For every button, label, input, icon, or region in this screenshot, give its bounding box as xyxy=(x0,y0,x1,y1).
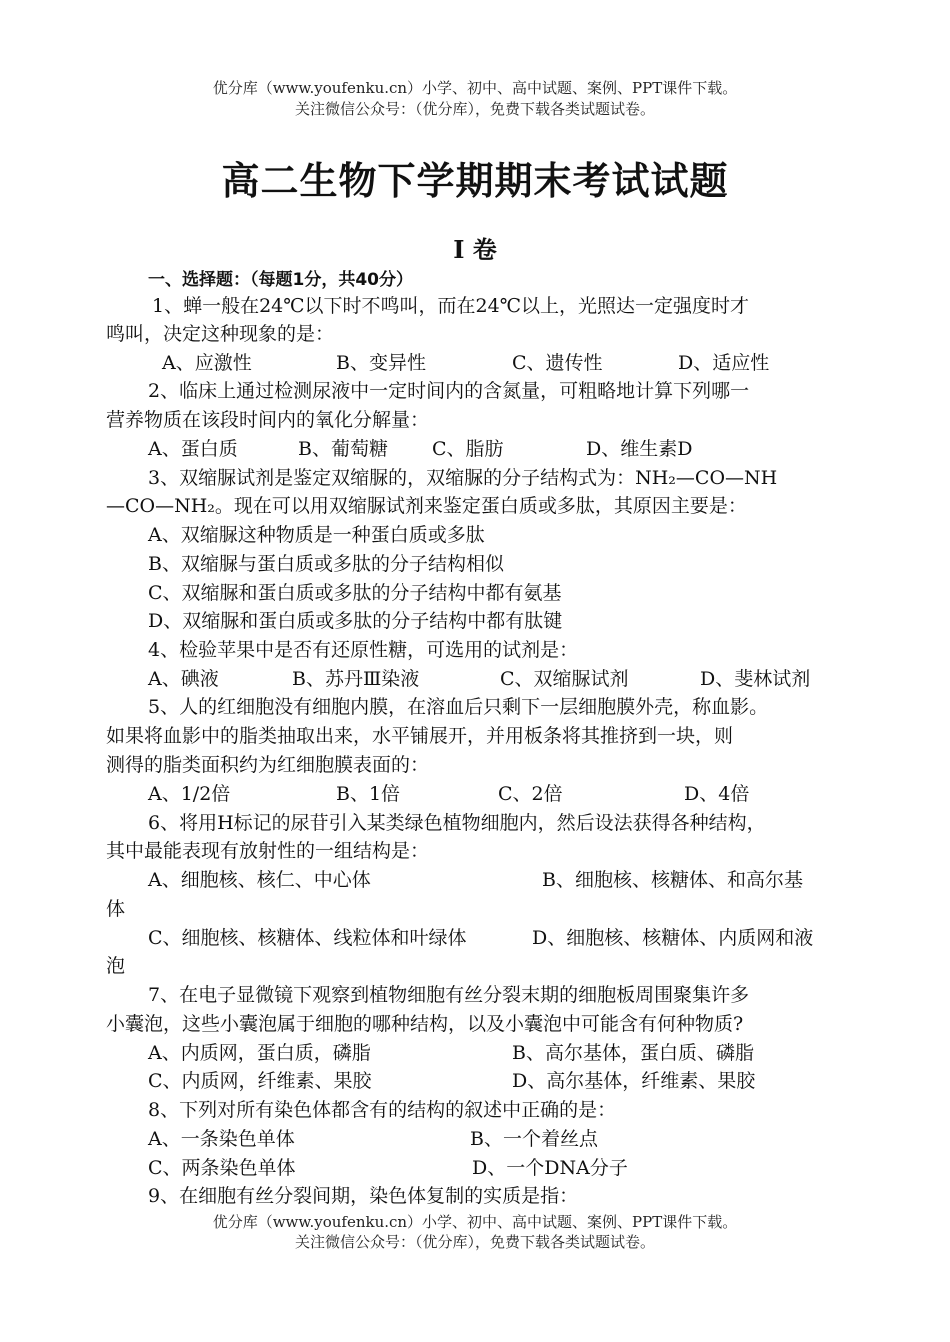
q3-option-b: B、双缩脲与蛋白质或多肽的分子结构相似 xyxy=(148,553,504,575)
q7-option-c: C、内质网，纤维素、果胶 xyxy=(148,1070,372,1092)
q4-option-b: B、苏丹Ⅲ染液 xyxy=(292,668,420,690)
q5-option-b: B、1倍 xyxy=(336,783,401,805)
q2-option-b: B、葡萄糖 xyxy=(298,438,388,460)
q8-option-c: C、两条染色单体 xyxy=(148,1157,296,1179)
q1-option-b: B、变异性 xyxy=(336,352,426,374)
q2-line-2: 营养物质在该段时间内的氧化分解量： xyxy=(106,409,430,431)
q9-line-1: 9、在细胞有丝分裂间期，染色体复制的实质是指： xyxy=(148,1185,579,1207)
q5-line-1: 5、人的红细胞没有细胞内膜，在溶血后只剩下一层细胞膜外壳，称血影。 xyxy=(148,696,769,718)
section-heading: 一、选择题：（每题1分，共40分） xyxy=(148,270,413,290)
q6-option-b-cont: 体 xyxy=(106,898,126,920)
footer-line-2: 关注微信公众号：（优分库），免费下载各类试题试卷。 xyxy=(294,1233,655,1251)
q3-line-1: 3、双缩脲试剂是鉴定双缩脲的，双缩脲的分子结构式为：NH₂—CO—NH xyxy=(148,467,778,489)
q6-option-d: D、细胞核、核糖体、内质网和液 xyxy=(532,927,814,949)
q6-line-2: 其中最能表现有放射性的一组结构是： xyxy=(106,840,430,862)
q6-option-a: A、细胞核、核仁、中心体 xyxy=(148,869,371,891)
page-title: 高二生物下学期期末考试试题 xyxy=(221,159,729,203)
q3-option-d: D、双缩脲和蛋白质或多肽的分子结构中都有肽键 xyxy=(148,610,563,632)
q7-option-b: B、高尔基体，蛋白质、磷脂 xyxy=(512,1042,754,1064)
q5-line-2: 如果将血影中的脂类抽取出来，水平铺展开，并用板条将其推挤到一块，则 xyxy=(106,725,734,747)
q5-option-a: A、1/2倍 xyxy=(148,783,231,805)
q2-option-d: D、维生素D xyxy=(586,438,693,460)
q1-option-c: C、遗传性 xyxy=(512,352,603,374)
q2-option-a: A、蛋白质 xyxy=(148,438,238,460)
q4-option-d: D、斐林试剂 xyxy=(700,668,811,690)
q8-option-b: B、一个着丝点 xyxy=(470,1128,598,1150)
q5-option-d: D、4倍 xyxy=(684,783,750,805)
q7-line-1: 7、在电子显微镜下观察到植物细胞有丝分裂末期的细胞板周围聚集许多 xyxy=(148,984,750,1006)
q2-line-1: 2、临床上通过检测尿液中一定时间内的含氮量，可粗略地计算下列哪一 xyxy=(148,380,750,402)
q1-line-2: 鸣叫，决定这种现象的是： xyxy=(106,323,335,345)
q2-option-c: C、脂肪 xyxy=(432,438,504,460)
q6-option-c: C、细胞核、核糖体、线粒体和叶绿体 xyxy=(148,927,467,949)
footer-line-1: 优分库（www.youfenku.cn）小学、初中、高中试题、案例、PPT课件下载。 xyxy=(212,1213,738,1231)
q4-option-a: A、碘液 xyxy=(148,668,219,690)
q7-option-d: D、高尔基体，纤维素、果胶 xyxy=(512,1070,756,1092)
q7-option-a: A、内质网，蛋白质，磷脂 xyxy=(148,1042,371,1064)
q8-line-1: 8、下列对所有染色体都含有的结构的叙述中正确的是： xyxy=(148,1099,617,1121)
q6-option-d-cont: 泡 xyxy=(106,955,126,977)
q5-option-c: C、2倍 xyxy=(498,783,563,805)
header-line-2: 关注微信公众号：（优分库），免费下载各类试题试卷。 xyxy=(294,100,655,118)
q5-line-3: 测得的脂类面积约为红细胞膜表面的： xyxy=(106,754,430,776)
q6-line-1: 6、将用H标记的尿苷引入某类绿色植物细胞内，然后设法获得各种结构， xyxy=(148,812,766,834)
q3-line-2: —CO—NH₂。现在可以用双缩脲试剂来鉴定蛋白质或多肽，其原因主要是： xyxy=(106,495,747,517)
q3-option-c: C、双缩脲和蛋白质或多肽的分子结构中都有氨基 xyxy=(148,582,562,604)
q1-option-d: D、适应性 xyxy=(678,352,770,374)
q8-option-d: D、一个DNA分子 xyxy=(472,1157,628,1179)
q1-line-1: 1、蝉一般在24℃以下时不鸣叫，而在24℃以上，光照达一定强度时才 xyxy=(152,295,749,317)
q1-option-a: A、应激性 xyxy=(162,352,252,374)
q7-line-2: 小囊泡，这些小囊泡属于细胞的哪种结构，以及小囊泡中可能含有何种物质? xyxy=(106,1013,744,1035)
header-line-1: 优分库（www.youfenku.cn）小学、初中、高中试题、案例、PPT课件下载。 xyxy=(212,79,738,97)
q6-option-b: B、细胞核、核糖体、和高尔基 xyxy=(542,869,803,891)
q3-option-a: A、双缩脲这种物质是一种蛋白质或多肽 xyxy=(148,524,485,546)
q8-option-a: A、一条染色单体 xyxy=(148,1128,295,1150)
volume-heading: Ⅰ 卷 xyxy=(453,235,497,264)
q4-option-c: C、双缩脲试剂 xyxy=(500,668,629,690)
q4-line-1: 4、检验苹果中是否有还原性糖，可选用的试剂是： xyxy=(148,639,579,661)
